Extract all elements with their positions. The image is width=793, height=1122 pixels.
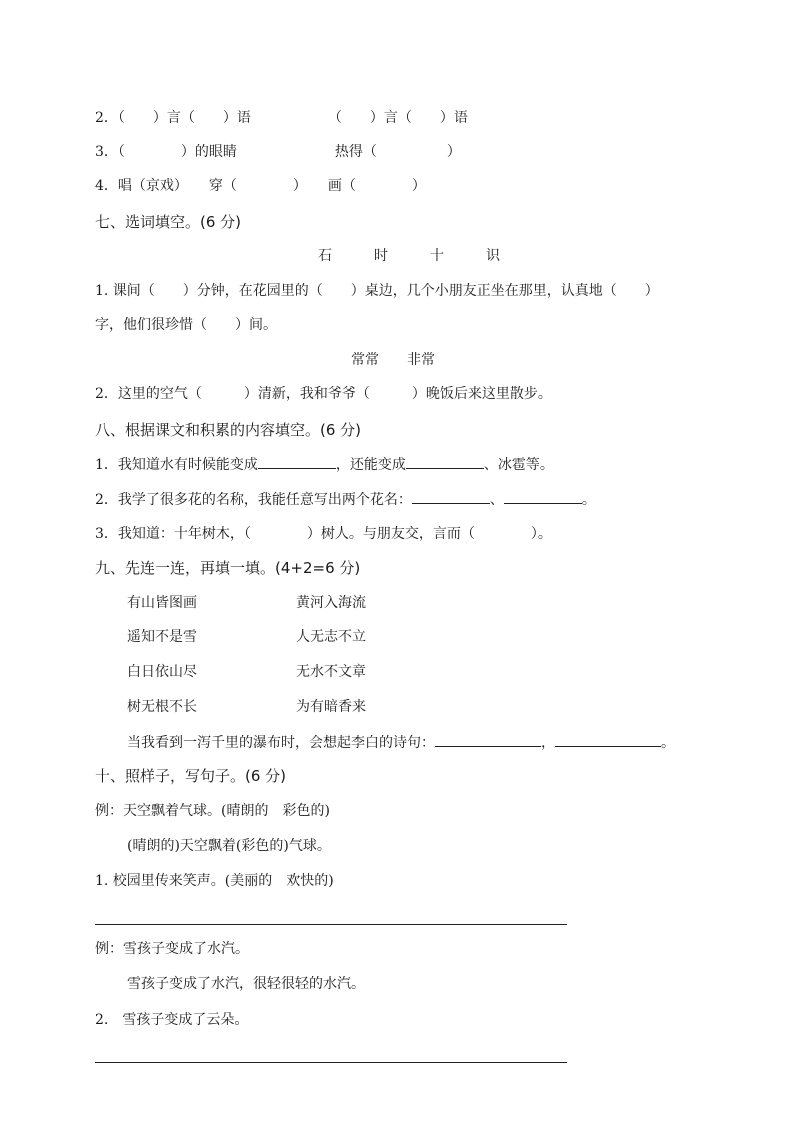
poem-right-1[interactable]: 黄河入海流 [296, 595, 366, 611]
example-2-answer: 雪孩子变成了水汽，很轻很轻的水汽。 [127, 976, 365, 992]
poem-left-1[interactable]: 有山皆图画 [127, 595, 197, 611]
item-3-eyes: 3．（ ）的眼睛 热得（ ） [95, 144, 461, 160]
answer-blank[interactable] [412, 489, 490, 504]
word-choices-1: 石 时 十 识 [318, 248, 500, 264]
item-2-idioms: 2．（ ）言（ ）语 （ ）言（ ）语 [95, 110, 468, 126]
answer-blank[interactable] [504, 489, 582, 504]
example-2: 例：雪孩子变成了水汽。 [95, 941, 249, 957]
s9-fill-line: 当我看到一泻千里的瀑布时，会想起李白的诗句： ， 。 [127, 732, 675, 753]
section-8-heading: 八、根据课文和积累的内容填空。(6 分) [95, 421, 362, 439]
answer-blank[interactable] [555, 732, 661, 747]
poem-right-4[interactable]: 为有暗香来 [296, 699, 366, 715]
answer-line-1[interactable] [95, 924, 567, 925]
s8-question-2: 2．我学了很多花的名称，我能任意写出两个花名： 、 。 [95, 489, 596, 510]
section-10-heading: 十、照样子，写句子。(6 分) [95, 767, 287, 785]
item-4-verbs: 4．唱（京戏） 穿（ ） 画（ ） [95, 178, 426, 194]
answer-blank[interactable] [435, 732, 541, 747]
s8-question-1: 1．我知道水有时候能变成 ，还能变成 、冰雹等。 [95, 454, 554, 475]
answer-line-2[interactable] [95, 1062, 567, 1063]
answer-blank[interactable] [406, 454, 484, 469]
answer-blank[interactable] [258, 454, 336, 469]
section-9-heading: 九、先连一连，再填一填。(4+2=6 分) [95, 559, 361, 577]
s10-question-2: 2. 雪孩子变成了云朵。 [95, 1012, 249, 1028]
word-choices-2: 常常 非常 [351, 352, 435, 368]
poem-right-2[interactable]: 人无志不立 [296, 629, 366, 645]
s10-question-1: 1. 校园里传来笑声。(美丽的 欢快的) [95, 873, 334, 889]
s7-question-2: 2．这里的空气（ ）清新，我和爷爷（ ）晚饭后来这里散步。 [95, 386, 552, 402]
poem-right-3[interactable]: 无水不文章 [296, 664, 366, 680]
poem-left-4[interactable]: 树无根不长 [127, 699, 197, 715]
poem-left-2[interactable]: 遥知不是雪 [127, 629, 197, 645]
s7-question-1a: 1. 课间（ ）分钟，在花园里的（ ）桌边，几个小朋友正坐在那里，认真地（ ） [95, 283, 659, 299]
example-1: 例：天空飘着气球。(晴朗的 彩色的) [95, 803, 330, 819]
s8-question-3: 3．我知道：十年树木，（ ）树人。与朋友交，言而（ ）。 [95, 526, 552, 542]
poem-left-3[interactable]: 白日依山尽 [127, 664, 197, 680]
example-1-answer: (晴朗的)天空飘着(彩色的)气球。 [127, 838, 331, 854]
s7-question-1b: 字，他们很珍惜（ ）间。 [95, 317, 277, 333]
section-7-heading: 七、选词填空。(6 分) [95, 213, 242, 231]
